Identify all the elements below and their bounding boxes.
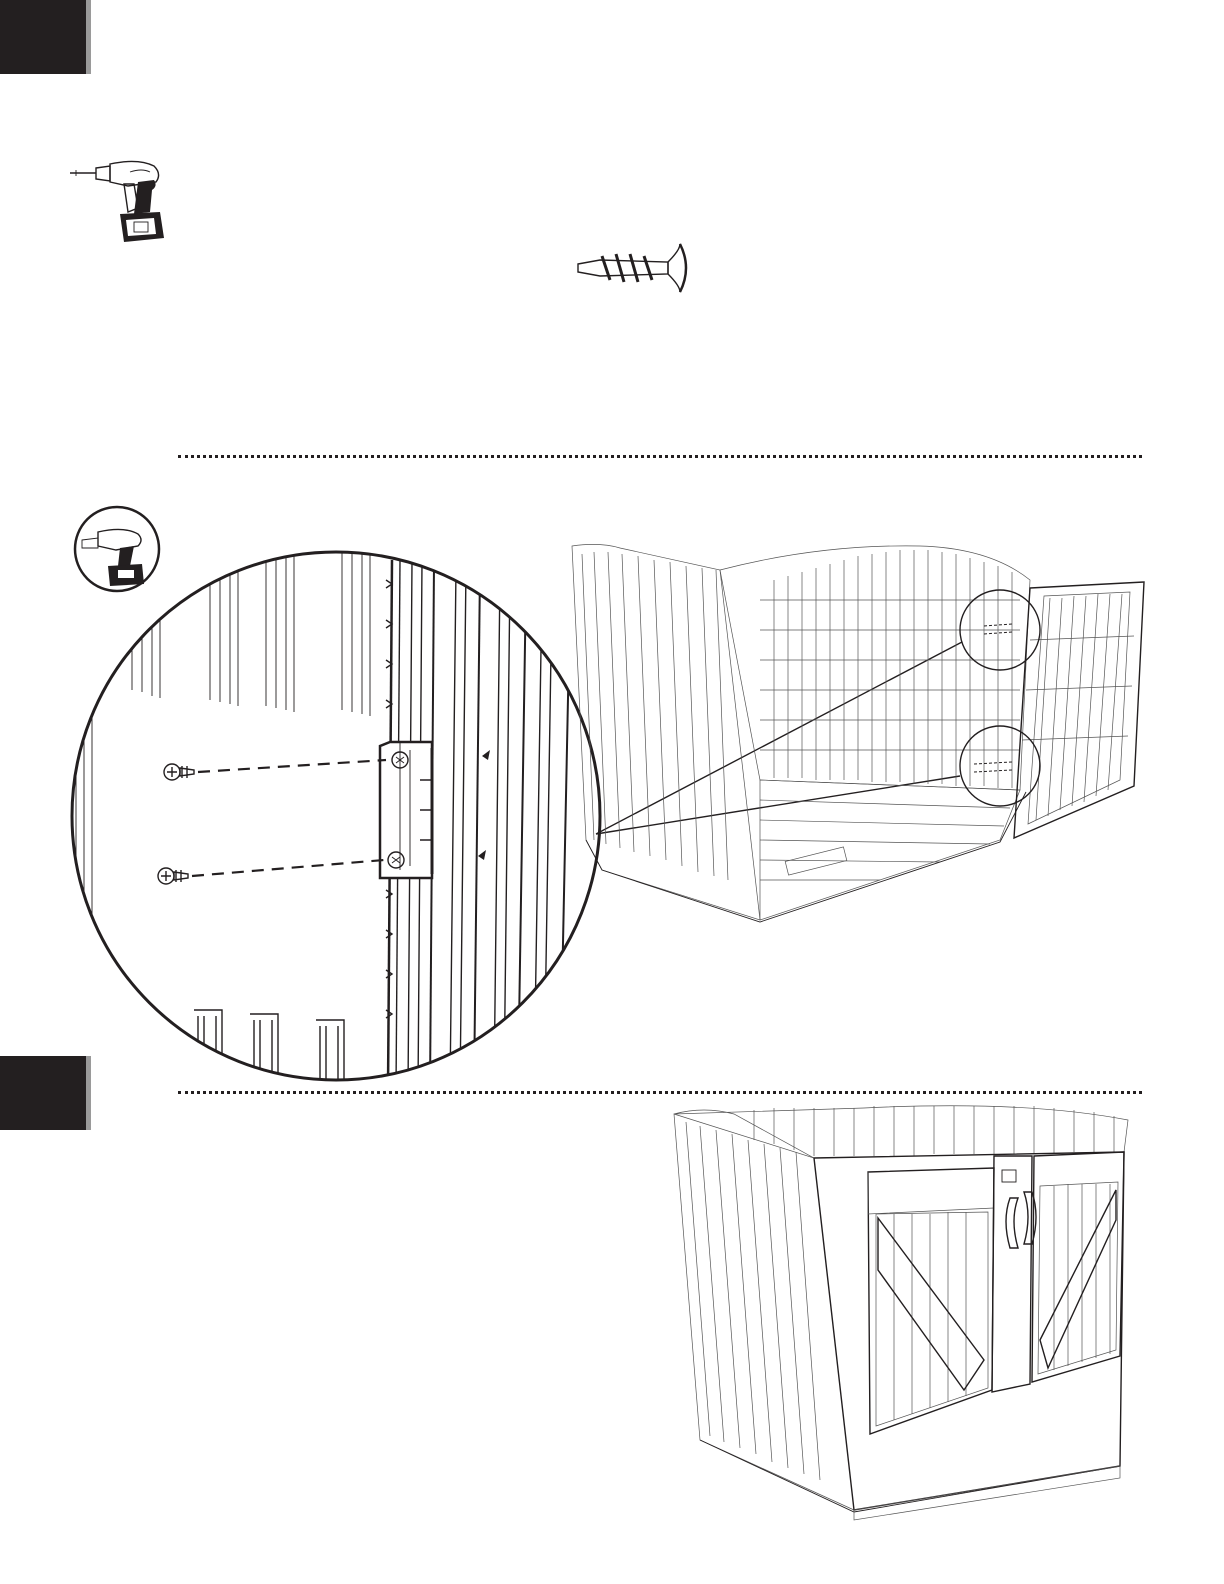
hinge-plate: [380, 742, 490, 878]
shed-closed-left-wall: [674, 1114, 854, 1510]
shed-door-panel: [1014, 582, 1144, 838]
hinge-callout-lower: [960, 726, 1040, 806]
drill-icon: [68, 156, 178, 246]
shed-closed-top: [674, 1106, 1128, 1158]
step-number-box-1: [0, 0, 86, 74]
callout-leader-lines: [596, 642, 962, 834]
screw-upper: [164, 760, 386, 780]
door-handle-left: [1006, 1198, 1018, 1248]
step-divider-1: [178, 455, 1142, 458]
hinge-detail-magnifier: [70, 550, 610, 1090]
shed-left-wall: [572, 544, 760, 920]
shed-left-door: [868, 1168, 994, 1434]
shed-right-door: [1032, 1152, 1124, 1382]
screw-icon: [576, 240, 696, 300]
panel-ribs-upper: [132, 550, 370, 716]
shed-back-wall: [720, 546, 1030, 790]
step-divider-2: [178, 1091, 1142, 1094]
shed-center-post: [992, 1156, 1036, 1392]
shed-closed-doors-illustration: [664, 1100, 1164, 1520]
screw-lower: [158, 860, 384, 884]
shed-open-door-illustration: [560, 540, 1160, 940]
